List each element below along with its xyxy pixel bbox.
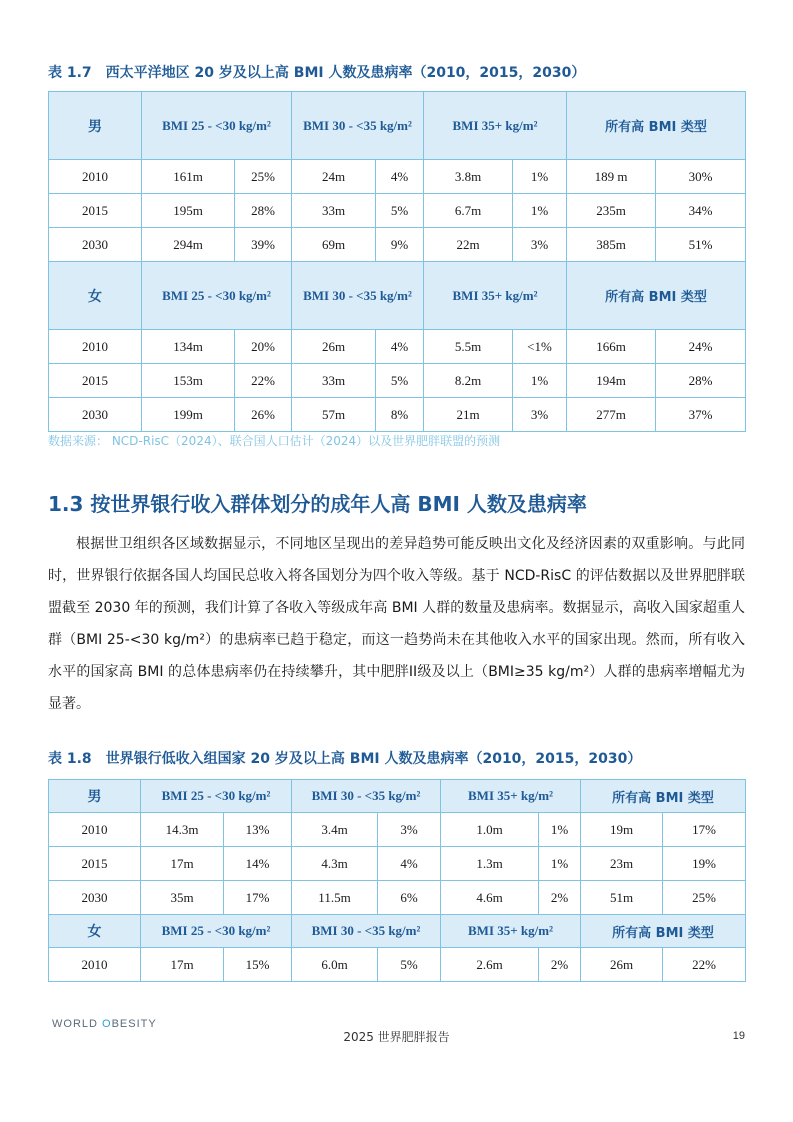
table-row	[49, 398, 746, 432]
table-row	[49, 160, 746, 194]
cell-value: 9%	[376, 228, 424, 262]
cell-year: 2030	[49, 881, 141, 915]
header-bmi-35-plus: BMI 35+ kg/m²	[441, 780, 581, 813]
cell-value: 22%	[663, 948, 746, 982]
header-bmi-30-35: BMI 30 - <35 kg/m²	[292, 92, 424, 160]
logo-o-mark: O	[102, 1018, 112, 1030]
cell-value: 161m	[142, 160, 235, 194]
cell-value: 1.3m	[441, 847, 539, 881]
cell-value: 19%	[663, 847, 746, 881]
cell-value: 57m	[292, 398, 376, 432]
cell-value: 6.0m	[292, 948, 378, 982]
cell-value: 4%	[378, 847, 441, 881]
cell-value: 25%	[663, 881, 746, 915]
header-all-high-bmi: 所有高 BMI 类型	[581, 780, 746, 813]
cell-value: 28%	[656, 364, 746, 398]
cell-value: 14.3m	[141, 813, 224, 847]
cell-value: 14%	[224, 847, 292, 881]
cell-value: 1%	[513, 160, 567, 194]
header-bmi-25-30: BMI 25 - <30 kg/m²	[142, 92, 292, 160]
header-bmi-25-30: BMI 25 - <30 kg/m²	[141, 915, 292, 948]
cell-value: 20%	[235, 330, 292, 364]
cell-year: 2030	[49, 398, 142, 432]
table-row	[49, 364, 746, 398]
cell-value: <1%	[513, 330, 567, 364]
header-bmi-30-35: BMI 30 - <35 kg/m²	[292, 262, 424, 330]
cell-value: 51%	[656, 228, 746, 262]
cell-value: 21m	[424, 398, 513, 432]
cell-value: 5%	[376, 194, 424, 228]
cell-value: 3%	[378, 813, 441, 847]
cell-value: 24%	[656, 330, 746, 364]
cell-year: 2015	[49, 847, 141, 881]
table-header-row-male	[49, 92, 746, 160]
footer-report-title: 2025 世界肥胖报告	[343, 1030, 450, 1044]
header-bmi-35-plus: BMI 35+ kg/m²	[441, 915, 581, 948]
table-row	[49, 194, 746, 228]
cell-value: 153m	[142, 364, 235, 398]
section-paragraph: 根据世卫组织各区域数据显示，不同地区呈现出的差异趋势可能反映出文化及经济因素的双重影响。与此同时，世界银行依据各国人均国民总收入将各国划分为四个收入等级。基于 NCD-RisC 的评估数据以及世界肥胖联盟截至 2030 年的预测，我们计算了各收入等级成年高 BMI 人群的数量及患病率。数据显示，高收入国家超重人群（BMI 25-<30 kg/m²）的患病率已趋于稳定，而这一趋势尚未在其他收入水平的国家出现。然而，所有收入水平的国家高 BMI 的总体患病率仍在持续攀升，其中肥胖II级及以上（BMI≥35 kg/m²）人群的患病率增幅尤为显著。	[48, 536, 745, 712]
cell-value: 6%	[378, 881, 441, 915]
header-all-high-bmi: 所有高 BMI 类型	[567, 262, 746, 330]
cell-value: 189 m	[567, 160, 656, 194]
cell-year: 2010	[49, 813, 141, 847]
cell-value: 194m	[567, 364, 656, 398]
cell-value: 6.7m	[424, 194, 513, 228]
cell-value: 1.0m	[441, 813, 539, 847]
table-row	[49, 847, 746, 881]
cell-year: 2030	[49, 228, 142, 262]
cell-value: 11.5m	[292, 881, 378, 915]
table-row	[49, 881, 746, 915]
cell-value: 17%	[224, 881, 292, 915]
cell-value: 35m	[141, 881, 224, 915]
cell-value: 8%	[376, 398, 424, 432]
cell-value: 1%	[539, 813, 581, 847]
cell-value: 28%	[235, 194, 292, 228]
logo-text-left: WORLD	[52, 1018, 102, 1030]
cell-year: 2010	[49, 948, 141, 982]
cell-value: 34%	[656, 194, 746, 228]
cell-value: 2.6m	[441, 948, 539, 982]
table-row	[49, 813, 746, 847]
cell-value: 4.3m	[292, 847, 378, 881]
logo-text-right: BESITY	[111, 1018, 157, 1030]
cell-value: 17m	[141, 948, 224, 982]
cell-value: 294m	[142, 228, 235, 262]
cell-value: 39%	[235, 228, 292, 262]
cell-value: 134m	[142, 330, 235, 364]
cell-value: 4%	[376, 160, 424, 194]
section-title: 1.3 按世界银行收入群体划分的成年人高 BMI 人数及患病率	[48, 492, 587, 516]
cell-value: 3%	[513, 398, 567, 432]
cell-value: 385m	[567, 228, 656, 262]
cell-value: 17m	[141, 847, 224, 881]
cell-value: 3.8m	[424, 160, 513, 194]
cell-year: 2010	[49, 160, 142, 194]
table-row	[49, 948, 746, 982]
cell-value: 235m	[567, 194, 656, 228]
header-bmi-35-plus: BMI 35+ kg/m²	[424, 92, 567, 160]
table-header-row-male	[49, 780, 746, 813]
header-sex-female: 女	[49, 915, 141, 948]
table-source-note: 数据来源： NCD-RisC（2024）、联合国人口估计（2024）以及世界肥胖联盟的预测	[48, 434, 501, 448]
cell-value: 1%	[539, 847, 581, 881]
cell-value: 26%	[235, 398, 292, 432]
cell-value: 19m	[581, 813, 663, 847]
header-bmi-30-35: BMI 30 - <35 kg/m²	[292, 915, 441, 948]
header-sex-male: 男	[49, 92, 142, 160]
header-all-high-bmi: 所有高 BMI 类型	[567, 92, 746, 160]
cell-value: 23m	[581, 847, 663, 881]
cell-value: 22m	[424, 228, 513, 262]
cell-value: 26m	[581, 948, 663, 982]
cell-value: 195m	[142, 194, 235, 228]
cell-value: 37%	[656, 398, 746, 432]
cell-value: 166m	[567, 330, 656, 364]
cell-value: 4%	[376, 330, 424, 364]
table-row	[49, 228, 746, 262]
cell-value: 3.4m	[292, 813, 378, 847]
header-sex-male: 男	[49, 780, 141, 813]
page-number: 19	[732, 1030, 745, 1042]
cell-value: 51m	[581, 881, 663, 915]
cell-value: 25%	[235, 160, 292, 194]
table-1-7-caption: 表 1.7 西太平洋地区 20 岁及以上高 BMI 人数及患病率（2010，2015，2030）	[48, 65, 586, 81]
cell-value: 3%	[513, 228, 567, 262]
header-bmi-25-30: BMI 25 - <30 kg/m²	[141, 780, 292, 813]
cell-value: 17%	[663, 813, 746, 847]
cell-value: 5%	[378, 948, 441, 982]
cell-value: 33m	[292, 194, 376, 228]
table-1-8	[48, 779, 746, 982]
cell-value: 1%	[513, 364, 567, 398]
cell-value: 26m	[292, 330, 376, 364]
cell-value: 24m	[292, 160, 376, 194]
cell-year: 2010	[49, 330, 142, 364]
cell-value: 4.6m	[441, 881, 539, 915]
table-1-8-caption: 表 1.8 世界银行低收入组国家 20 岁及以上高 BMI 人数及患病率（2010，2015，2030）	[48, 751, 642, 767]
cell-value: 5.5m	[424, 330, 513, 364]
cell-value: 13%	[224, 813, 292, 847]
table-header-row-female	[49, 915, 746, 948]
cell-value: 30%	[656, 160, 746, 194]
cell-value: 33m	[292, 364, 376, 398]
cell-year: 2015	[49, 364, 142, 398]
cell-value: 199m	[142, 398, 235, 432]
cell-value: 2%	[539, 948, 581, 982]
cell-year: 2015	[49, 194, 142, 228]
header-sex-female: 女	[49, 262, 142, 330]
cell-value: 15%	[224, 948, 292, 982]
cell-value: 22%	[235, 364, 292, 398]
cell-value: 1%	[513, 194, 567, 228]
table-1-7	[48, 91, 746, 432]
table-row	[49, 330, 746, 364]
cell-value: 2%	[539, 881, 581, 915]
header-bmi-25-30: BMI 25 - <30 kg/m²	[142, 262, 292, 330]
cell-value: 5%	[376, 364, 424, 398]
header-bmi-35-plus: BMI 35+ kg/m²	[424, 262, 567, 330]
cell-value: 8.2m	[424, 364, 513, 398]
header-all-high-bmi: 所有高 BMI 类型	[581, 915, 746, 948]
cell-value: 69m	[292, 228, 376, 262]
header-bmi-30-35: BMI 30 - <35 kg/m²	[292, 780, 441, 813]
table-header-row-female	[49, 262, 746, 330]
cell-value: 277m	[567, 398, 656, 432]
